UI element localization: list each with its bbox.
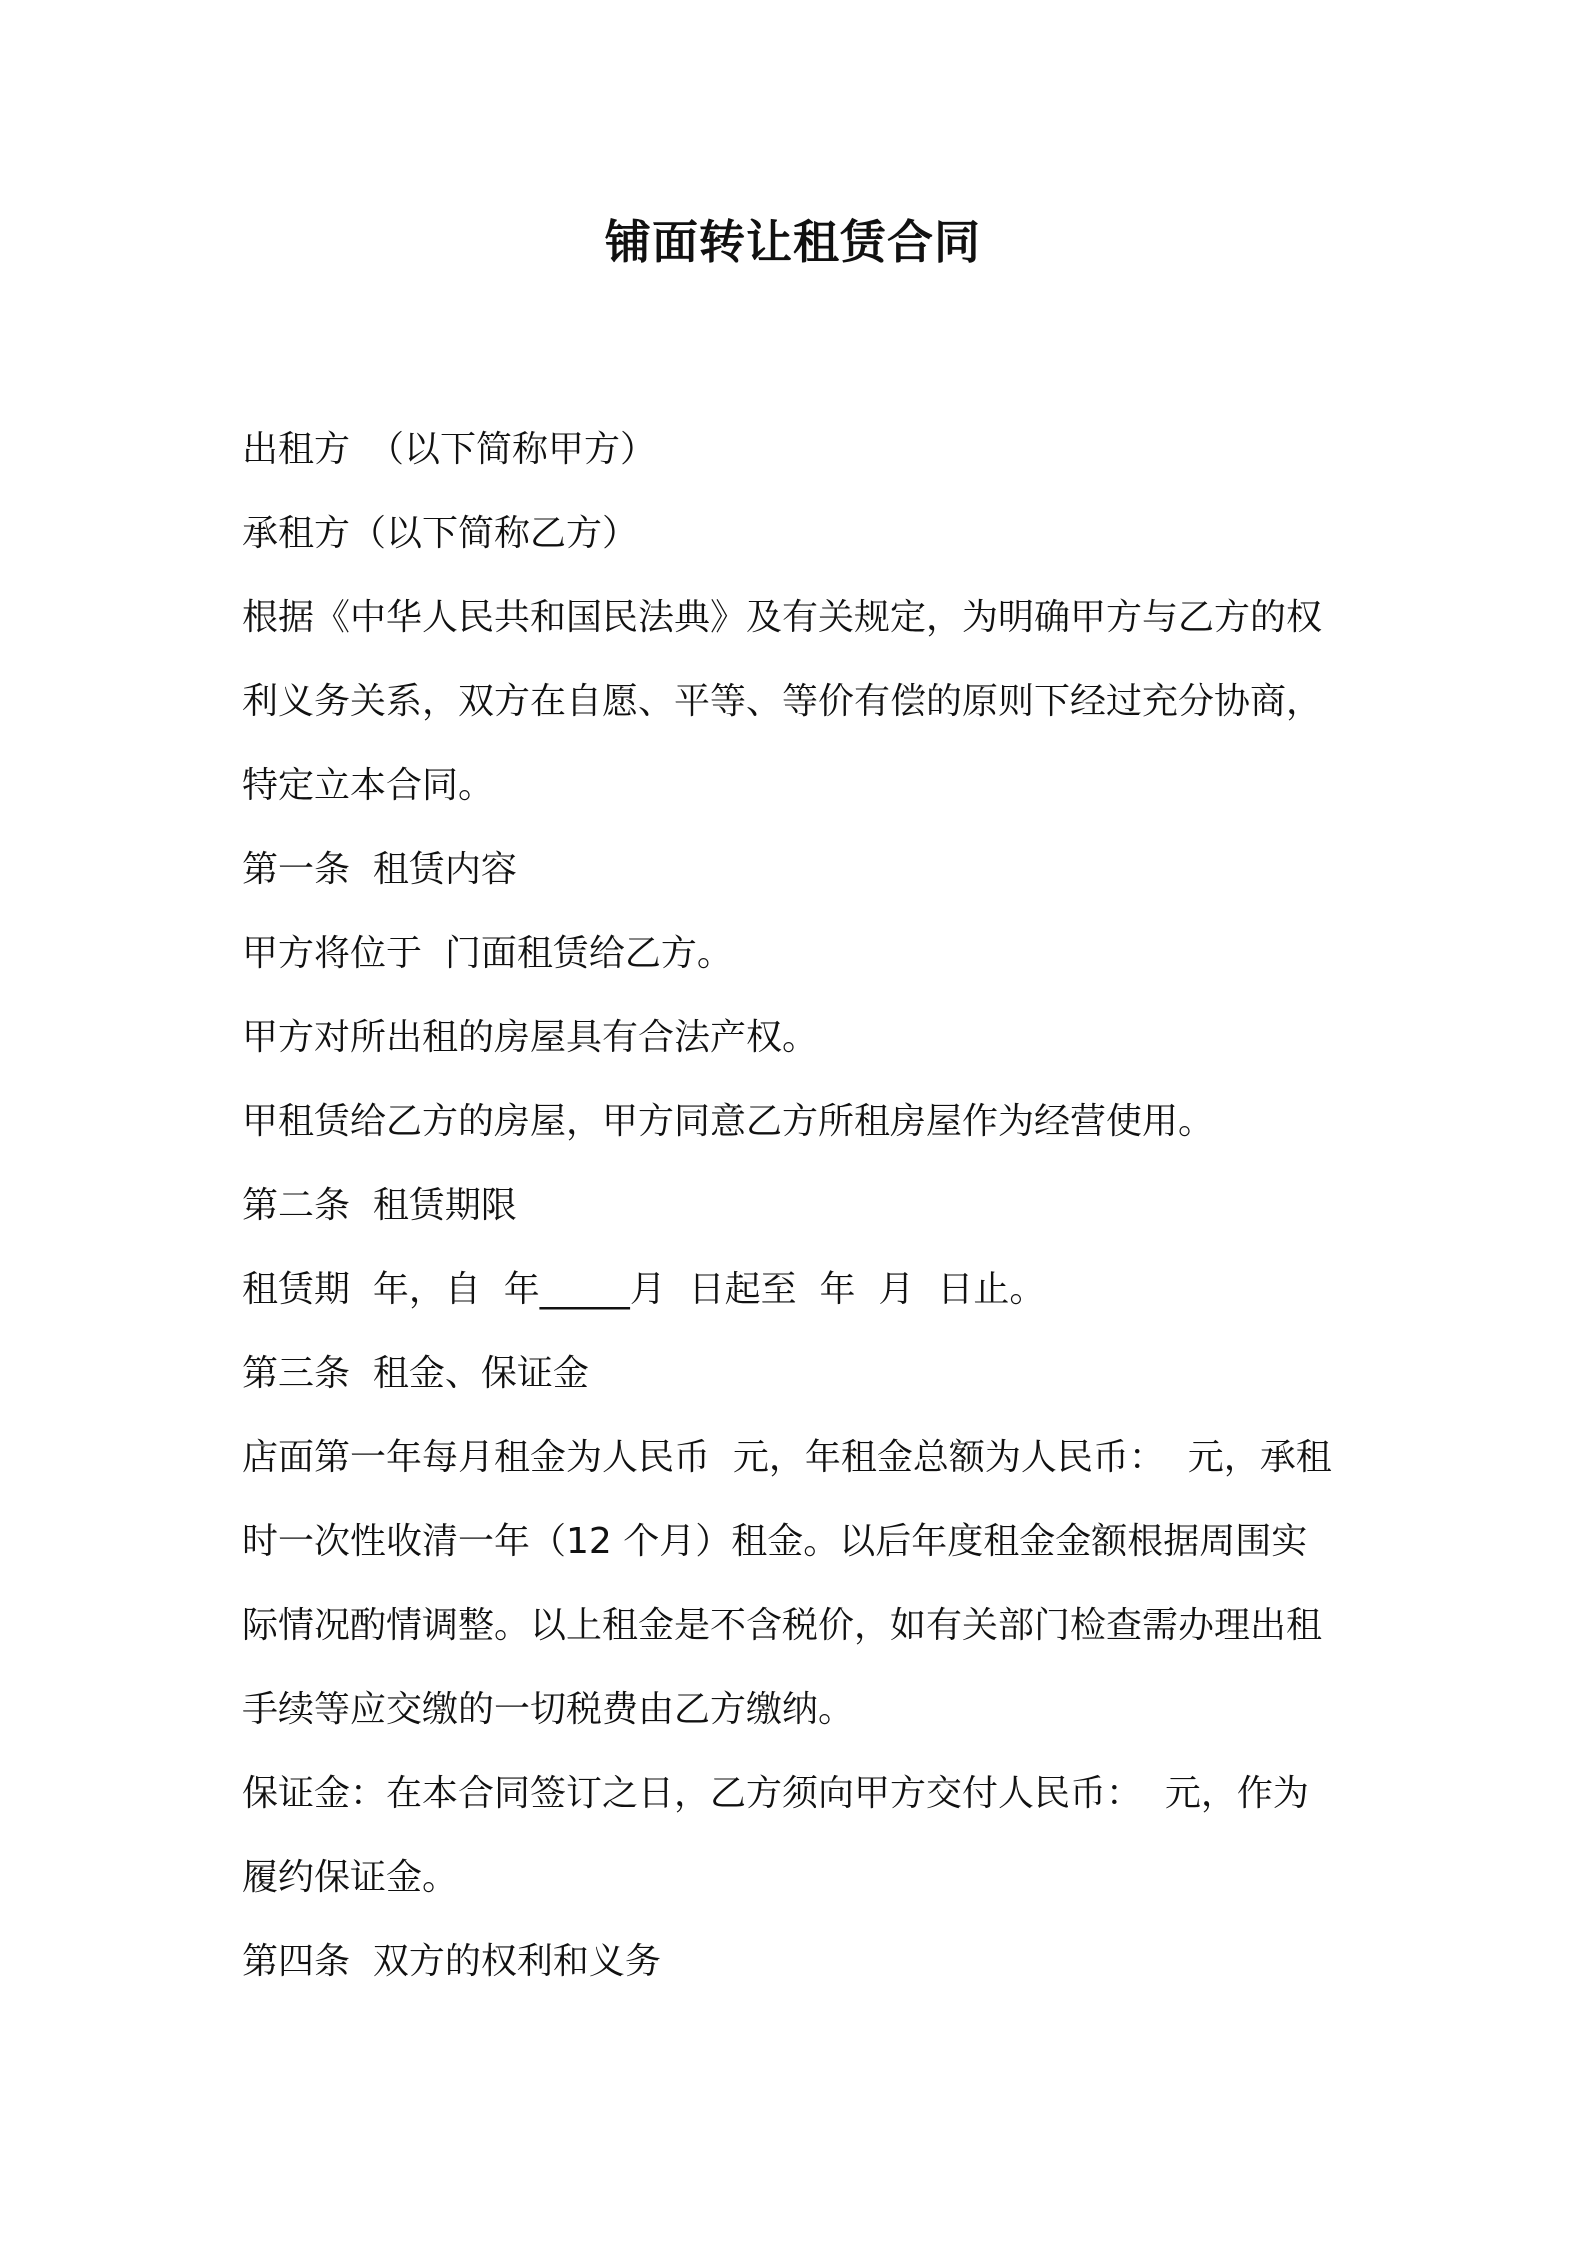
article-3-deposit-line-2: 履约保证金。 [242,1857,459,1898]
article-1-heading: 第一条 租赁内容 [242,849,517,890]
preamble-line-1: 根据《中华人民共和国民法典》及有关规定，为明确甲方与乙方的权 [242,597,1323,638]
article-4-heading: 第四条 双方的权利和义务 [242,1941,661,1982]
party-lessee-line: 承租方（以下简称乙方） [242,513,639,554]
document-title: 铺面转让租赁合同 [605,215,981,269]
article-3-heading: 第三条 租金、保证金 [242,1353,589,1394]
article-3-rent-line-2: 时一次性收清一年（12 个月）租金。以后年度租金金额根据周围实 [242,1521,1308,1562]
article-1-line-3: 甲租赁给乙方的房屋，甲方同意乙方所租房屋作为经营使用。 [242,1101,1215,1142]
article-1-line-2: 甲方对所出租的房屋具有合法产权。 [242,1017,819,1058]
article-3-rent-line-3: 际情况酌情调整。以上租金是不含税价，如有关部门检查需办理出租 [242,1605,1323,1646]
preamble-line-3: 特定立本合同。 [242,765,495,806]
article-1-line-1: 甲方将位于 门面租赁给乙方。 [242,933,733,974]
article-3-rent-line-4: 手续等应交缴的一切税费由乙方缴纳。 [242,1689,855,1730]
article-3-rent-line-1: 店面第一年每月租金为人民币 元，年租金总额为人民币： 元，承租 [242,1437,1332,1478]
preamble-line-2: 利义务关系，双方在自愿、平等、等价有偿的原则下经过充分协商， [242,681,1323,722]
party-lessor-line: 出租方 （以下简称甲方） [242,429,657,470]
article-2-heading: 第二条 租赁期限 [242,1185,517,1226]
document-body [242,408,1352,2004]
article-2-line-1: 租赁期 年，自 年_____月 日起至 年 月 日止。 [242,1269,1046,1310]
article-3-deposit-line-1: 保证金：在本合同签订之日，乙方须向甲方交付人民币： 元，作为 [242,1773,1309,1814]
